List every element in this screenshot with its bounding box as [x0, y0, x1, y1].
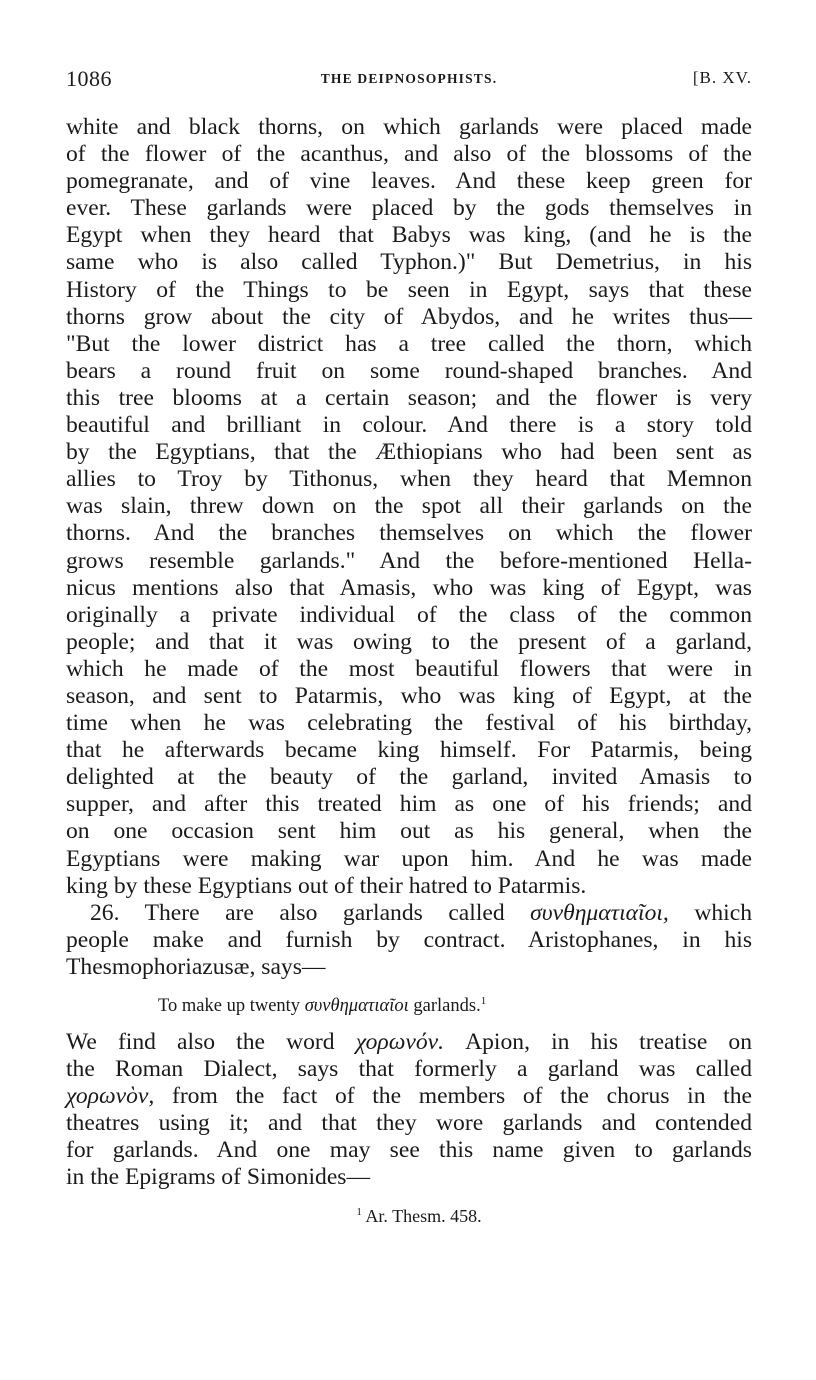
text-line: χορωνὸν, from the fact of the members of the chorus in the	[66, 1083, 752, 1110]
body-text	[66, 114, 752, 981]
running-title: THE DEIPNOSOPHISTS.	[320, 71, 498, 86]
text-line: Egypt when they heard that Babys was king, (and he is the	[66, 222, 752, 249]
text-line: supper, and after this treated him as one of his friends; and	[66, 791, 752, 818]
text-line: allies to Troy by Tithonus, when they heard that Memnon	[66, 466, 752, 493]
text-line: on one occasion sent him out as his general, when the	[66, 818, 752, 845]
text-line: was slain, threw down on the spot all their garlands on the	[66, 493, 752, 520]
text-line: season, and sent to Patarmis, who was king of Egypt, at the	[66, 682, 752, 709]
text-line: the Roman Dialect, says that formerly a garland was called	[66, 1056, 752, 1083]
text-line: 26. There are also garlands called συνθηματιαῖοι, which	[90, 899, 752, 926]
footnote	[66, 1206, 752, 1227]
text-line: "But the lower district has a tree called the thorn, which	[66, 330, 752, 357]
text-line: beautiful and brilliant in colour. And there is a story told	[66, 412, 752, 439]
text-line: theatres using it; and that they wore garlands and contended	[66, 1110, 752, 1137]
text-line: bears a round fruit on some round-shaped branches. And	[66, 357, 752, 384]
greek-term: συνθηματιαῖοι,	[530, 899, 669, 926]
text-line: same who is also called Typhon.)" But Demetrius, in his	[66, 249, 752, 276]
text-line: this tree blooms at a certain season; and the flower is very	[66, 384, 752, 411]
book-reference: [B. XV.	[692, 68, 752, 87]
text-line: thorns grow about the city of Abydos, and he writes thus—	[66, 303, 752, 330]
page-number: 1086	[66, 66, 112, 91]
text-line: for garlands. And one may see this name given to garlands	[66, 1137, 752, 1164]
footnote-marker: 1	[356, 1205, 362, 1218]
text-line: Thesmophoriazusæ, says—	[66, 953, 326, 980]
greek-term: συνθηματιαῖοι	[304, 996, 409, 1016]
text-line: by the Egyptians, that the Æthiopians who had been sent as	[66, 439, 752, 466]
book-page	[66, 66, 752, 1227]
greek-term: χορωνὸν,	[66, 1083, 155, 1110]
text-line: ever. These garlands were placed by the gods themselves in	[66, 195, 752, 222]
text-line: king by these Egyptians out of their hatred to Patarmis.	[66, 872, 587, 899]
paragraph-1	[66, 114, 752, 900]
text-line: which he made of the most beautiful flowers that were in	[66, 655, 752, 682]
text-line: Egyptians were making war upon him. And he was made	[66, 845, 752, 872]
text-line: delighted at the beauty of the garland, invited Amasis to	[66, 764, 752, 791]
text-line: people; and that it was owing to the present of a garland,	[66, 628, 752, 655]
running-head	[66, 66, 752, 100]
text-line: thorns. And the branches themselves on which the flower	[66, 520, 752, 547]
block-quote: To make up twenty συνθηματιαῖοι garlands.$^1$	[158, 995, 487, 1016]
text-line: in the Epigrams of Simonides—	[66, 1164, 371, 1191]
text-line: originally a private individual of the class of the common	[66, 601, 752, 628]
text-line: nicus mentions also that Amasis, who was king of Egypt, was	[66, 574, 752, 601]
text-line: We find also the word χορωνόν. Apion, in his treatise on	[66, 1029, 752, 1055]
text-line: time when he was celebrating the festival of his birthday,	[66, 710, 752, 737]
text-line: grows resemble garlands." And the before-mentioned Hella-	[66, 547, 752, 574]
closing-paragraph	[66, 1029, 752, 1192]
text-line: pomegranate, and of vine leaves. And these keep green for	[66, 168, 752, 195]
greek-term: χορωνόν.	[355, 1029, 444, 1055]
paragraph-2	[66, 900, 752, 981]
text-line: people make and furnish by contract. Aristophanes, in his	[66, 926, 752, 953]
footnote-text: Ar. Thesm. 458.	[365, 1205, 482, 1226]
text-line: of the flower of the acanthus, and also of the blossoms of the	[66, 141, 752, 168]
text-line: that he afterwards became king himself. For Patarmis, being	[66, 737, 752, 764]
footnote-marker: 1	[480, 995, 487, 1007]
text-line: white and black thorns, on which garlands were placed made	[66, 114, 752, 140]
text-line: History of the Things to be seen in Egypt, says that these	[66, 276, 752, 303]
